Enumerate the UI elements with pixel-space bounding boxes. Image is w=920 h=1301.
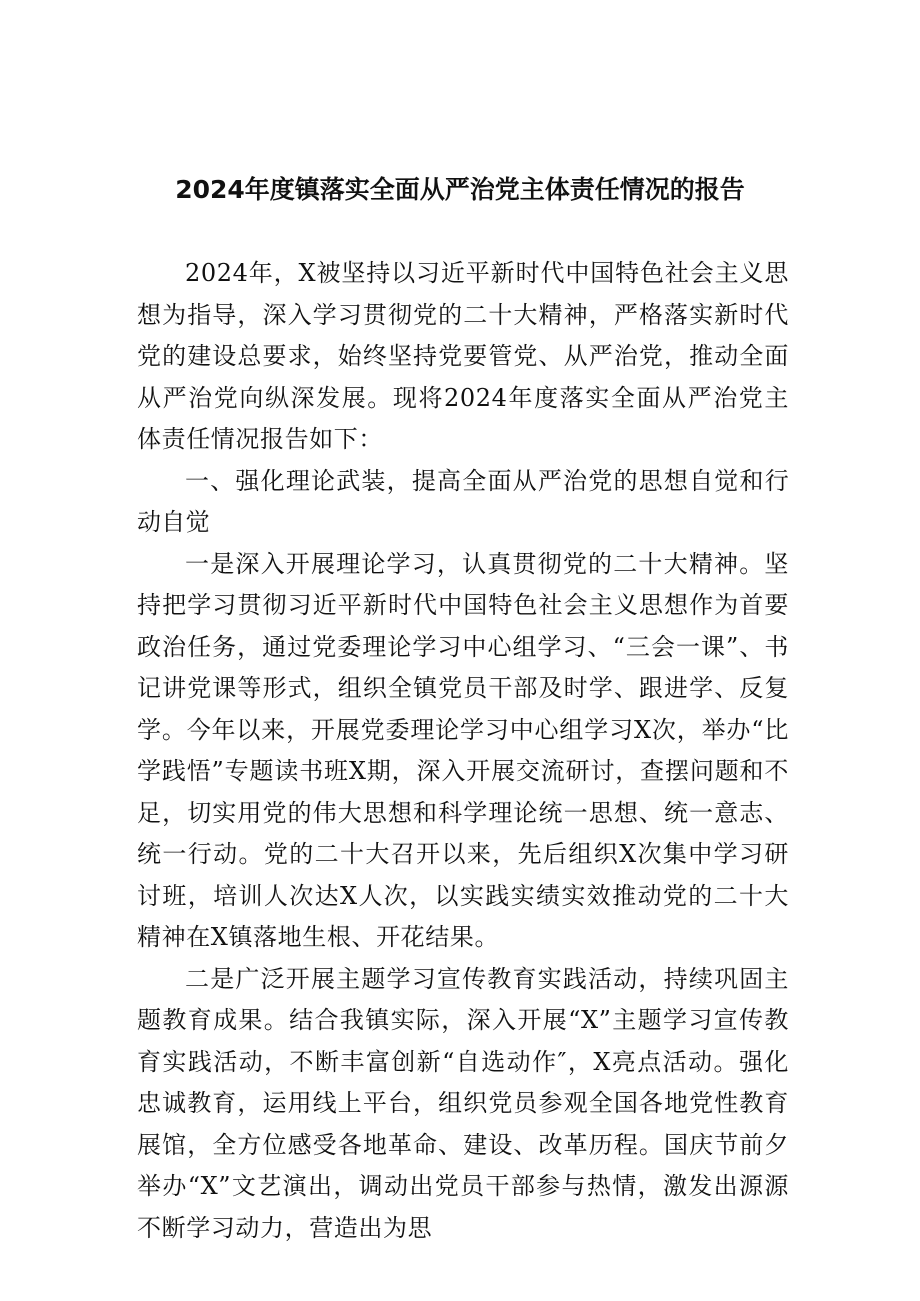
document-title: 2024年度镇落实全面从严治党主体责任情况的报告 (175, 175, 745, 204)
body-paragraph-2: 二是广泛开展主题学习宣传教育实践活动，持续巩固主题教育成果。结合我镇实际，深入开展“X”主题学习宣传教育实践活动，不断丰富创新“自选动作″，X亮点活动。强化忠诚教育，运用线上平台，组织党员参观全国各地党性教育展馆，全方位感受各地革命、建设、改革历程。国庆节前夕举办“X”文艺演出，调动出党员干部参与热情，激发出源源不断学习动力，营造出为思 (137, 964, 789, 1242)
document-body (137, 253, 789, 1249)
intro-paragraph: 2024年，X被坚持以习近平新时代中国特色社会主义思想为指导，深入学习贯彻党的二十大精神，严格落实新时代党的建设总要求，始终坚持党要管党、从严治党，推动全面从严治党向纵深发展。现将2024年度落实全面从严治党主体责任情况报告如下： (137, 259, 789, 453)
section-heading: 一、强化理论武装，提高全面从严治党的思想自觉和行动自觉 (137, 466, 789, 536)
body-paragraph-1: 一是深入开展理论学习，认真贯彻党的二十大精神。坚持把学习贯彻习近平新时代中国特色社会主义思想作为首要政治任务，通过党委理论学习中心组学习、“三会一课”、书记讲党课等形式，组织全镇党员干部及时学、跟进学、反复学。今年以来，开展党委理论学习中心组学习X次，举办“比学践悟”专题读书班X期，深入开展交流研讨，查摆问题和不足，切实用党的伟大思想和科学理论统一思想、统一意志、统一行动。党的二十大召开以来，先后组织X次集中学习研讨班，培训人次达X人次，以实践实绩实效推动党的二十大精神在X镇落地生根、开花结果。 (137, 549, 789, 951)
